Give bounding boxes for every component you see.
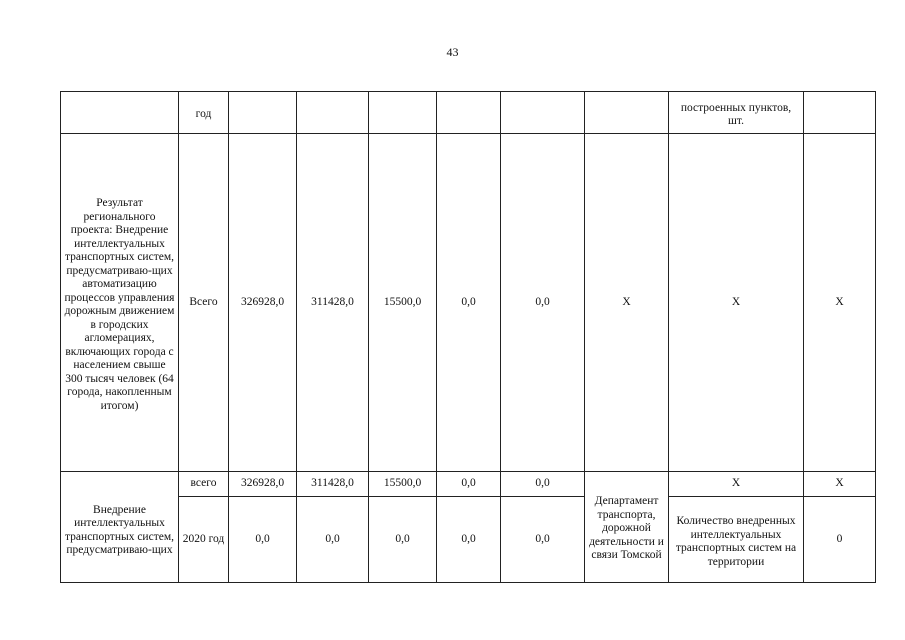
budget-table xyxy=(60,91,876,583)
measure-2020-period-cell: 2020 год xyxy=(179,497,229,583)
result-indicator-cell: Х xyxy=(669,134,804,472)
measure-total-regional-cell: 15500,0 xyxy=(369,472,437,497)
measure-2020-federal-cell: 0,0 xyxy=(297,497,369,583)
measure-total-period-cell: всего xyxy=(179,472,229,497)
result-name-cell: Результат регионального проекта: Внедрение интеллектуальных транспортных систем, предусматриваю-щих автоматизацию процессов управления дорожным движением в городских агломерациях, включающих города с населением свыше 300 тысяч человек (64 города, накопленным итогом) xyxy=(61,134,179,472)
local-cell xyxy=(437,92,501,134)
result-period-cell: Всего xyxy=(179,134,229,472)
extra-budget-cell xyxy=(501,92,585,134)
measure-total-local-cell: 0,0 xyxy=(437,472,501,497)
executor-cell xyxy=(585,92,669,134)
table-row-measure-2020 xyxy=(61,497,876,583)
measure-2020-extra-budget-cell: 0,0 xyxy=(501,497,585,583)
measure-2020-indicator-cell: Количество внедренных интеллектуальных транспортных систем на территории xyxy=(669,497,804,583)
result-executor-cell: Х xyxy=(585,134,669,472)
table-row-continuation xyxy=(61,92,876,134)
indicator-cell: построенных пунктов, шт. xyxy=(669,92,804,134)
result-local-cell: 0,0 xyxy=(437,134,501,472)
indicator-value-cell xyxy=(804,92,876,134)
result-federal-cell: 311428,0 xyxy=(297,134,369,472)
measure-total-extra-budget-cell: 0,0 xyxy=(501,472,585,497)
measure-2020-local-cell: 0,0 xyxy=(437,497,501,583)
result-indicator-value-cell: Х xyxy=(804,134,876,472)
measure-total-total-cell: 326928,0 xyxy=(229,472,297,497)
period-cell: год xyxy=(179,92,229,134)
result-extra-budget-cell: 0,0 xyxy=(501,134,585,472)
result-total-cell: 326928,0 xyxy=(229,134,297,472)
measure-total-indicator-cell: Х xyxy=(669,472,804,497)
measure-2020-indicator-value-cell: 0 xyxy=(804,497,876,583)
page-number: 43 xyxy=(446,45,459,59)
federal-cell xyxy=(297,92,369,134)
measure-executor-cell: Департамент транспорта, дорожной деятельности и связи Томской xyxy=(585,472,669,583)
table-row-measure-total xyxy=(61,472,876,497)
total-cell xyxy=(229,92,297,134)
measure-2020-total-cell: 0,0 xyxy=(229,497,297,583)
result-regional-cell: 15500,0 xyxy=(369,134,437,472)
measure-total-federal-cell: 311428,0 xyxy=(297,472,369,497)
measure-name-cell: Внедрение интеллектуальных транспортных систем, предусматриваю-щих xyxy=(61,472,179,583)
name-cell xyxy=(61,92,179,134)
measure-2020-regional-cell: 0,0 xyxy=(369,497,437,583)
measure-total-indicator-value-cell: Х xyxy=(804,472,876,497)
table-row-result xyxy=(61,134,876,472)
regional-cell xyxy=(369,92,437,134)
